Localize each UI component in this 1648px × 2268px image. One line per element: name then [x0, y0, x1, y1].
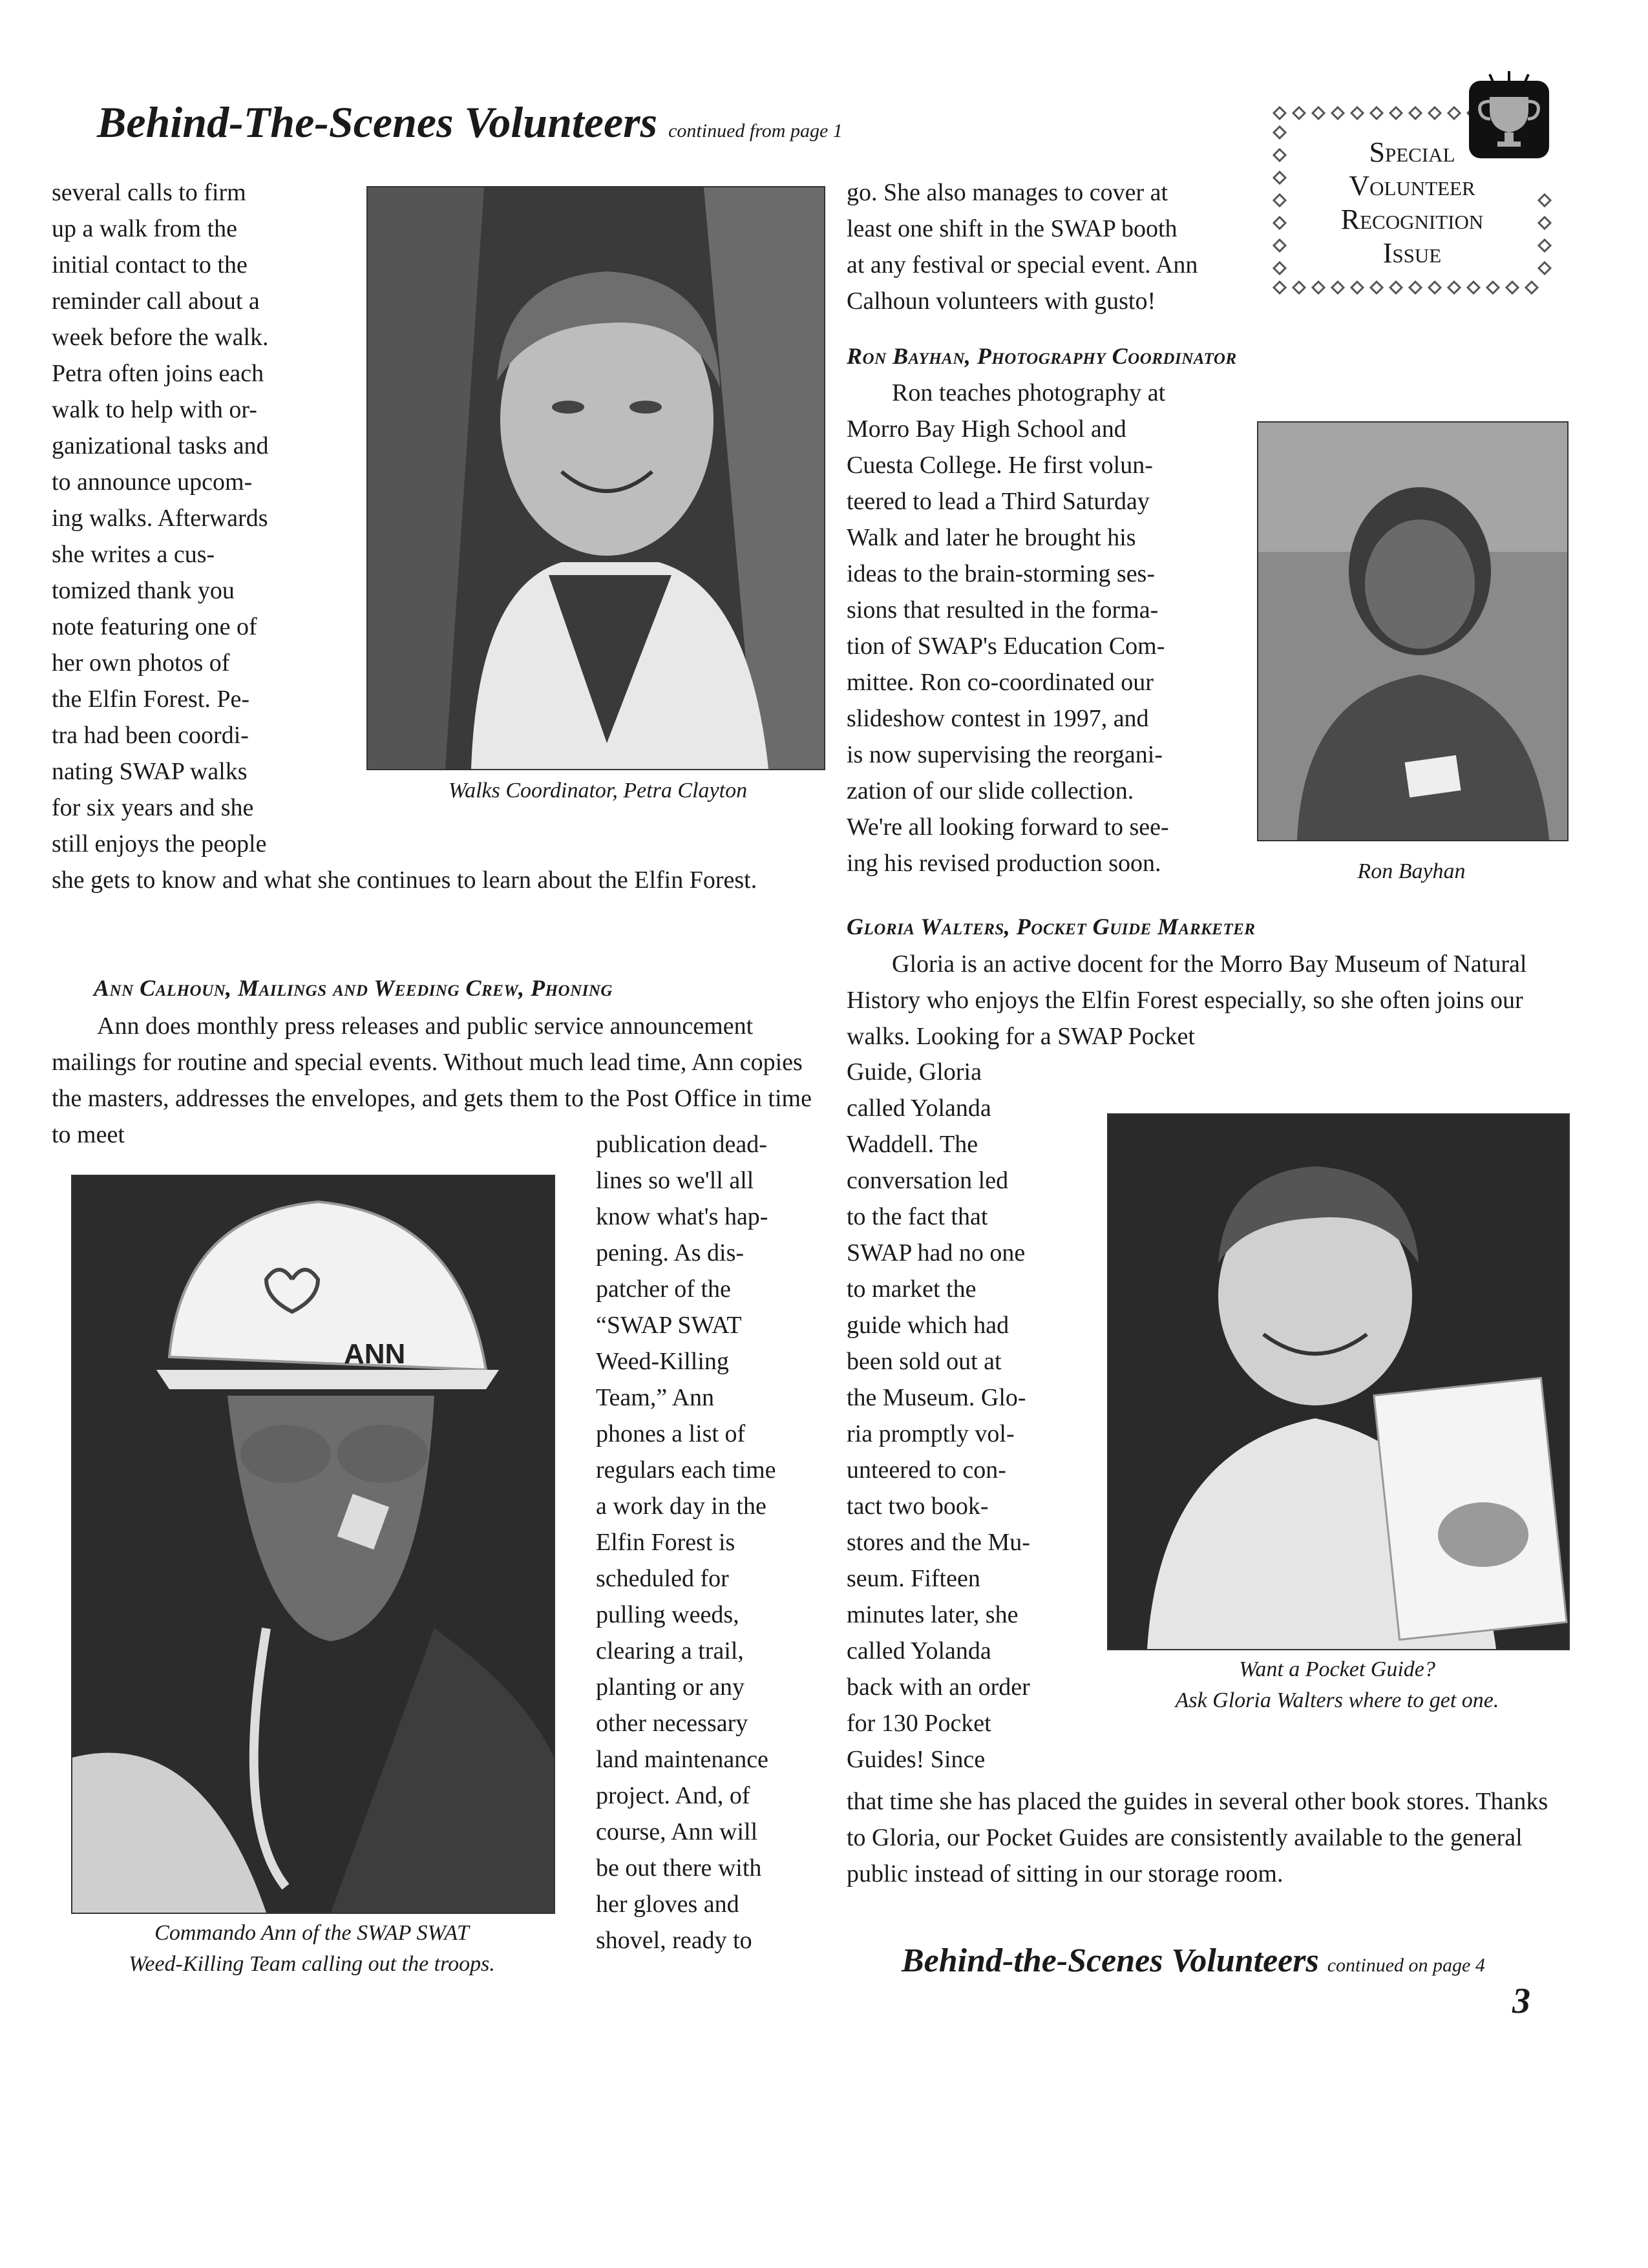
diamond-ornament — [1351, 107, 1363, 119]
gloria-portrait — [1108, 1115, 1569, 1649]
ann-line: course, Ann will — [596, 1818, 758, 1845]
ann-text-column — [596, 1126, 829, 1958]
ron-lines — [847, 375, 1260, 881]
gloria-line: unteered to con- — [847, 1456, 1006, 1484]
ann-line: be out there with — [596, 1854, 762, 1882]
petra-line: ing walks. Afterwards — [52, 505, 268, 532]
gloria-line: Waddell. The — [847, 1131, 978, 1158]
diamond-ornament — [1313, 107, 1324, 119]
page-number: 3 — [1512, 1981, 1530, 2021]
badge-line-4: Issue — [1382, 237, 1442, 269]
gloria-line: ria promptly vol- — [847, 1420, 1015, 1447]
petra-line: her own photos of — [52, 649, 230, 677]
special-issue-badge — [1270, 103, 1554, 297]
gloria-line: stores and the Mu- — [847, 1529, 1030, 1556]
ron-caption: Ron Bayhan — [1357, 859, 1466, 883]
ann-line: lines so we'll all — [596, 1167, 754, 1194]
ann-line: Weed-Killing — [596, 1348, 729, 1375]
gloria-photo — [1107, 1113, 1570, 1650]
gloria-line: for 130 Pocket — [847, 1710, 991, 1737]
diamond-ornament — [1274, 282, 1285, 293]
diamond-ornament — [1371, 107, 1382, 119]
page-footer — [902, 1942, 1485, 1980]
ron-line: sions that resulted in the forma- — [847, 596, 1159, 624]
gloria-intro: Gloria is an active docent for the Morro Bay Museum of Natural History who enjoys the Elfin Forest especially, so she often joins our walks. Looking for a SWAP Pocket — [847, 950, 1527, 1050]
gloria-text-column — [847, 1054, 1105, 1778]
petra-line: tomized thank you — [52, 577, 235, 604]
ann-line: other necessary — [596, 1710, 748, 1737]
petra-line: she writes a cus- — [52, 541, 215, 568]
badge-line-1: Special — [1369, 136, 1455, 168]
col2-top-text — [847, 174, 1267, 319]
ann-heading: Ann Calhoun, Mailings and Weeding Crew, Phoning — [94, 975, 613, 1001]
ann-line: publication dead- — [596, 1131, 767, 1158]
diamond-ornament — [1448, 107, 1460, 119]
ron-line: Ron teaches photography at — [892, 379, 1166, 406]
diamond-ornament — [1274, 107, 1285, 119]
gloria-line: minutes later, she — [847, 1601, 1019, 1628]
petra-line: week before the walk. — [52, 324, 269, 351]
ann-photo — [71, 1175, 555, 1914]
ron-line: Morro Bay High School and — [847, 415, 1126, 443]
ann-line: patcher of the — [596, 1276, 731, 1303]
petra-line: to announce upcom- — [52, 468, 253, 496]
ron-text-column — [847, 375, 1260, 881]
gloria-caption-line-1: Want a Pocket Guide? — [1239, 1657, 1435, 1681]
gloria-heading: Gloria Walters, Pocket Guide Marketer — [847, 914, 1256, 940]
ann-caption-line-1: Commando Ann of the SWAP SWAT — [154, 1921, 469, 1945]
gloria-line: seum. Fifteen — [847, 1565, 980, 1592]
ron-photo — [1257, 421, 1569, 841]
footer-title: Behind-the-Scenes Volunteers — [902, 1942, 1319, 1979]
ann-line: Team,” Ann — [596, 1384, 715, 1411]
diamond-ornament — [1371, 282, 1382, 293]
ron-line: mittee. Ron co-coordinated our — [847, 669, 1154, 696]
petra-line: still enjoys the people — [52, 830, 267, 857]
petra-photo — [366, 186, 825, 770]
col2-line: Calhoun volunteers with gusto! — [847, 288, 1156, 315]
ron-line: zation of our slide collection. — [847, 777, 1134, 804]
ann-line: regulars each time — [596, 1456, 776, 1484]
col2-line: go. She also manages to cover at — [847, 179, 1168, 206]
diamond-ornament — [1390, 107, 1402, 119]
gloria-line: conversation led — [847, 1167, 1009, 1194]
gloria-line: Guide, Gloria — [847, 1058, 982, 1086]
diamond-ornament — [1332, 107, 1344, 119]
gloria-line: the Museum. Glo- — [847, 1384, 1026, 1411]
gloria-lines — [847, 1054, 1105, 1778]
gloria-line: to the fact that — [847, 1203, 988, 1230]
diamond-ornament — [1468, 282, 1479, 293]
trophy-icon — [1464, 68, 1554, 171]
header-title: Behind-The-Scenes Volunteers — [97, 98, 658, 147]
ann-line: scheduled for — [596, 1565, 729, 1592]
ann-portrait — [72, 1176, 554, 1913]
petra-text-column — [52, 174, 368, 862]
petra-line: the Elfin Forest. Pe- — [52, 686, 250, 713]
ron-line: ideas to the brain-storming ses- — [847, 560, 1156, 587]
ann-lines — [596, 1126, 829, 1958]
ann-line: pening. As dis- — [596, 1239, 745, 1266]
ann-line: project. And, of — [596, 1782, 750, 1809]
ann-caption — [71, 1918, 553, 1980]
petra-tail: she gets to know and what she continues to learn about the Elfin Forest. — [52, 866, 757, 894]
petra-line: note featuring one of — [52, 613, 257, 640]
gloria-line: SWAP had no one — [847, 1239, 1026, 1266]
gloria-line: called Yolanda — [847, 1637, 991, 1664]
ron-portrait — [1258, 423, 1567, 840]
diamond-ornament — [1351, 282, 1363, 293]
diamond-ornament — [1410, 107, 1421, 119]
ann-line: Elfin Forest is — [596, 1529, 735, 1556]
ann-line: planting or any — [596, 1674, 745, 1701]
ann-line: land maintenance — [596, 1746, 768, 1773]
page-header — [97, 97, 843, 148]
ann-line: a work day in the — [596, 1493, 766, 1520]
ann-line: “SWAP SWAT — [596, 1312, 742, 1339]
gloria-line: guide which had — [847, 1312, 1009, 1339]
ann-line: clearing a trail, — [596, 1637, 744, 1664]
ron-line: tion of SWAP's Education Com- — [847, 633, 1165, 660]
diamond-ornament — [1410, 282, 1421, 293]
ron-line: ing his revised production soon. — [847, 850, 1161, 877]
ann-line: shovel, ready to — [596, 1927, 752, 1954]
gloria-line: Guides! Since — [847, 1746, 986, 1773]
diamond-ornament — [1448, 282, 1460, 293]
gloria-line: tact two book- — [847, 1493, 989, 1520]
petra-line: for six years and she — [52, 794, 254, 821]
col2-line: at any festival or special event. Ann — [847, 251, 1198, 278]
petra-line: ganizational tasks and — [52, 432, 269, 459]
gloria-line: been sold out at — [847, 1348, 1002, 1375]
petra-line: nating SWAP walks — [52, 758, 248, 785]
diamond-ornament — [1293, 282, 1305, 293]
diamond-ornament — [1429, 107, 1441, 119]
gloria-caption — [1107, 1654, 1567, 1716]
ron-line: is now supervising the reorgani- — [847, 741, 1163, 768]
petra-line: reminder call about a — [52, 288, 260, 315]
badge-line-3: Recognition — [1340, 204, 1484, 235]
petra-line: several calls to firm — [52, 179, 246, 206]
petra-line: tra had been coordi- — [52, 722, 249, 749]
gloria-tail: that time she has placed the guides in several other book stores. Thanks to Gloria, our Pocket Guides are consistently available to the general public instead of sitting in our storage room. — [847, 1788, 1548, 1887]
ron-line: We're all looking forward to see- — [847, 814, 1169, 841]
petra-line: walk to help with or- — [52, 396, 257, 423]
petra-lines — [52, 174, 368, 862]
ann-line: her gloves and — [596, 1891, 739, 1918]
gloria-caption-line-2: Ask Gloria Walters where to get one. — [1175, 1688, 1499, 1712]
ron-line: Cuesta College. He first volun- — [847, 452, 1153, 479]
ann-line: know what's hap- — [596, 1203, 768, 1230]
ron-heading: Ron Bayhan, Photography Coordinator — [847, 343, 1237, 369]
diamond-ornament — [1293, 107, 1305, 119]
badge-line-2: Volunteer — [1349, 170, 1475, 202]
diamond-ornament — [1487, 282, 1499, 293]
diamond-ornament — [1526, 282, 1537, 293]
diamond-ornament — [1313, 282, 1324, 293]
diamond-ornament — [1429, 282, 1441, 293]
header-continued: continued from page 1 — [668, 120, 843, 142]
ron-line: Walk and later he brought his — [847, 524, 1136, 551]
ann-line: phones a list of — [596, 1420, 746, 1447]
gloria-line: called Yolanda — [847, 1095, 991, 1122]
col2-lines — [847, 174, 1267, 319]
footer-continued: continued on page 4 — [1327, 1955, 1485, 1976]
petra-line: up a walk from the — [52, 215, 238, 242]
diamond-ornament — [1332, 282, 1344, 293]
petra-portrait — [368, 187, 824, 769]
ron-line: teered to lead a Third Saturday — [847, 488, 1150, 515]
petra-line: initial contact to the — [52, 251, 248, 278]
gloria-line: back with an order — [847, 1674, 1030, 1701]
diamond-ornament — [1506, 282, 1518, 293]
ann-caption-line-2: Weed-Killing Team calling out the troops. — [129, 1952, 495, 1976]
ann-intro: Ann does monthly press releases and public service announcement mailings for routine and special events. Without much lead time, Ann copies the masters, addresses the envelopes, and gets them to the Post Office in time to meet — [52, 1013, 812, 1148]
petra-line: Petra often joins each — [52, 360, 264, 387]
petra-caption: Walks Coordinator, Petra Clayton — [448, 779, 748, 803]
ann-line: pulling weeds, — [596, 1601, 739, 1628]
ron-line: slideshow contest in 1997, and — [847, 705, 1149, 732]
col2-line: least one shift in the SWAP booth — [847, 215, 1178, 242]
gloria-line: to market the — [847, 1276, 977, 1303]
diamond-ornament — [1390, 282, 1402, 293]
ann-hat-text: ANN — [344, 1338, 406, 1370]
